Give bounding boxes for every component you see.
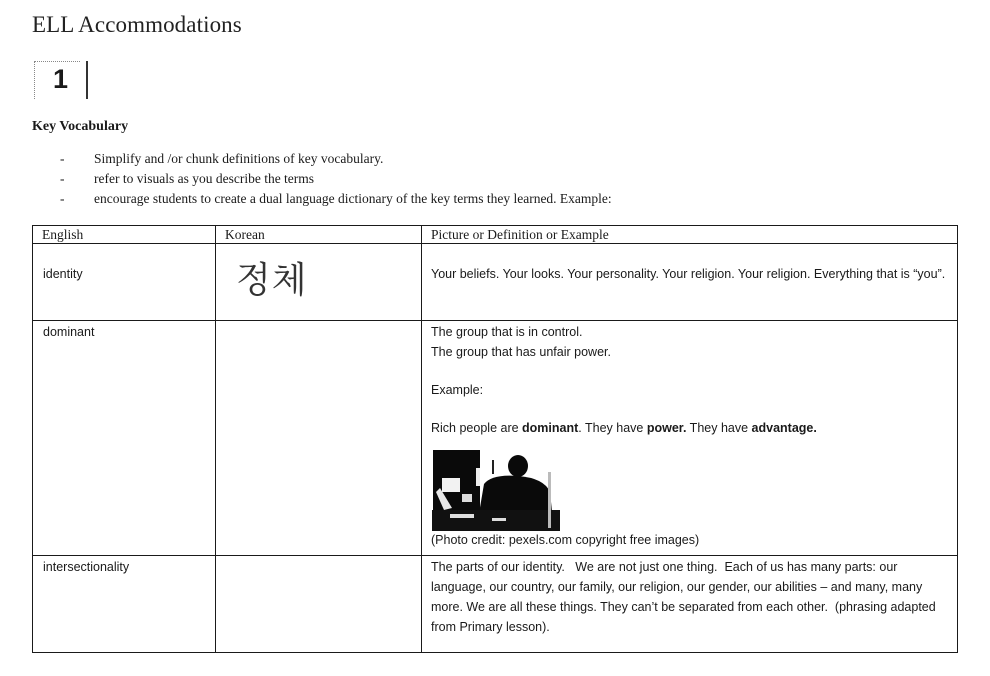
cell-english xyxy=(33,244,216,321)
definition-line: The group that has unfair power. xyxy=(431,345,611,359)
vocabulary-table xyxy=(32,225,958,653)
example-sentence: Rich people are dominant. They have power. They have advantage. xyxy=(431,421,817,435)
term-intersectionality: intersectionality xyxy=(43,560,130,574)
example-photo xyxy=(432,448,560,531)
page-number-box xyxy=(34,61,80,99)
bullet-marker: - xyxy=(60,191,65,206)
bold-term: power. xyxy=(646,421,687,435)
section-heading: Key Vocabulary xyxy=(32,119,129,134)
text-cursor-bar xyxy=(86,61,88,99)
column-header-korean: Korean xyxy=(216,226,422,244)
term-dominant: dominant xyxy=(43,325,95,339)
cell-definition xyxy=(422,321,958,556)
definition-text: The parts of our identity. We are not just one thing. Each of us has many parts: our language, our country, our family, our religion, our gender, our abilities – and many, many more. We are all these things. They can’t be separated from each other. (phrasing adapted from Primary lesson). xyxy=(431,560,940,634)
cell-english xyxy=(33,321,216,556)
photo-credit: (Photo credit: pexels.com copyright free images) xyxy=(431,533,700,547)
table-row xyxy=(33,244,958,321)
cell-korean xyxy=(216,321,422,556)
bold-term: advantage. xyxy=(751,421,817,435)
cell-english xyxy=(33,556,216,653)
table-row xyxy=(33,321,958,556)
cell-definition xyxy=(422,244,958,321)
korean-translation: 정체 xyxy=(236,260,308,301)
korean-translation xyxy=(216,321,421,338)
list-item-text: encourage students to create a dual language dictionary of the key terms they learned. Example: xyxy=(94,191,612,206)
bold-term: dominant xyxy=(522,421,579,435)
table-row xyxy=(33,556,958,653)
term-identity: identity xyxy=(43,267,83,281)
definition-text: Your beliefs. Your looks. Your personality. Your religion. Your religion. Everything that is “you”. xyxy=(431,267,946,281)
definition-line: The group that is in control. xyxy=(431,325,583,339)
list-item-text: refer to visuals as you describe the terms xyxy=(94,171,315,186)
list-item-text: Simplify and /or chunk definitions of key vocabulary. xyxy=(94,151,384,166)
document-title: ELL Accommodations xyxy=(32,12,242,37)
bullet-marker: - xyxy=(60,171,65,186)
page-number: 1 xyxy=(53,64,69,94)
korean-translation xyxy=(216,556,421,573)
column-header-english: English xyxy=(33,226,216,244)
table-header-row xyxy=(33,226,958,244)
definition-block xyxy=(422,321,957,549)
cell-definition xyxy=(422,556,958,653)
cell-korean xyxy=(216,244,422,321)
cell-korean xyxy=(216,556,422,653)
example-label: Example: xyxy=(431,383,484,397)
bullet-marker: - xyxy=(60,151,65,166)
column-header-definition: Picture or Definition or Example xyxy=(422,226,958,244)
